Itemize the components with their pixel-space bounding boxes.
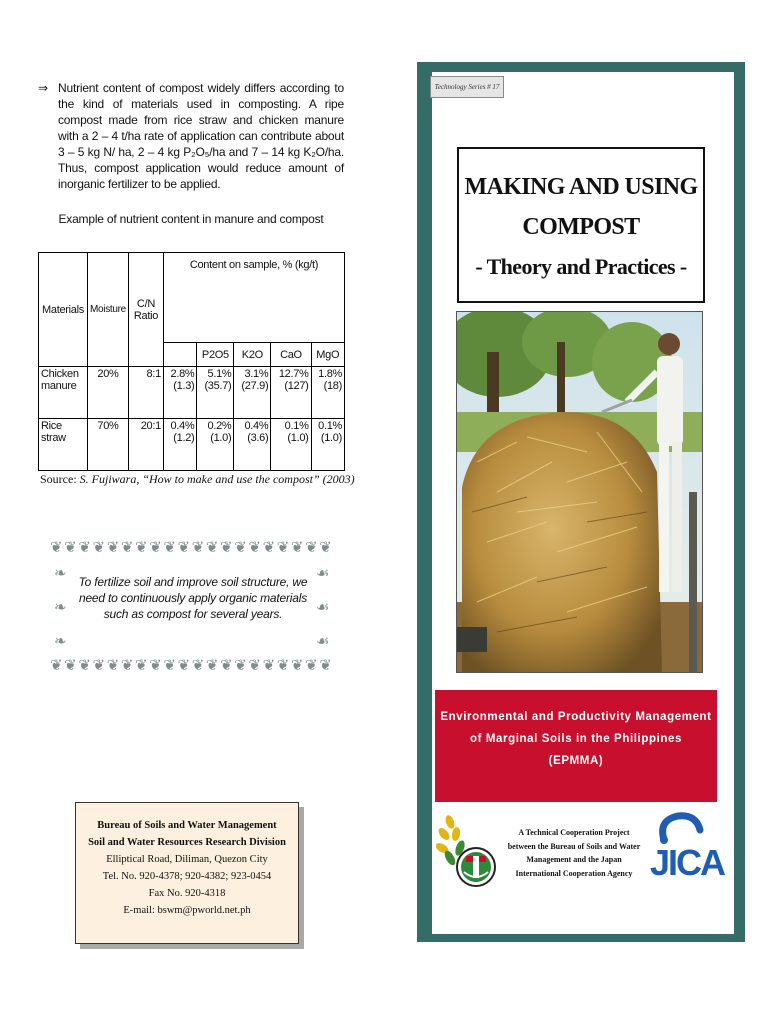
jica-logo — [650, 812, 725, 902]
row-moisture: 70% — [88, 419, 129, 471]
coop-line-3: Management and the Japan — [526, 855, 622, 864]
source-citation — [40, 472, 355, 487]
row-value-5: 0.1% (1.0) — [311, 419, 344, 471]
contact-address: Elliptical Road, Diliman, Quezon City — [106, 854, 268, 865]
row-value-1: 2.8% (1.3) — [163, 367, 196, 419]
row-cn: 8:1 — [128, 367, 163, 419]
contact-org: Bureau of Soils and Water Management — [97, 820, 277, 831]
table-row — [39, 419, 345, 471]
vine-border-left: ❧ ❧ ❧ — [54, 565, 67, 650]
header-p2o5: P2O5 — [197, 343, 234, 367]
contact-division: Soil and Water Resources Research Division — [88, 837, 286, 848]
row-value-2: 5.1% (35.7) — [197, 367, 234, 419]
table-row — [39, 367, 345, 419]
coop-line-4: International Cooperation Agency — [515, 868, 633, 878]
project-abbrev: (EPMMA) — [548, 755, 604, 767]
series-label: Technology Series # 17 — [430, 76, 504, 98]
project-line-1: Environmental and Productivity Management — [440, 711, 712, 723]
row-value-1: 0.4% (1.2) — [163, 419, 196, 471]
coop-line-2: between the Bureau of Soils and Water — [507, 841, 641, 851]
header-cao: CaO — [271, 343, 311, 367]
row-moisture: 20% — [88, 367, 129, 419]
contact-email: E-mail: bswm@pworld.net.ph — [123, 905, 251, 916]
project-banner — [435, 690, 717, 802]
row-value-3: 0.4% (3.6) — [234, 419, 271, 471]
jica-logo-text: JICA — [650, 842, 725, 883]
header-moisture: Moisture — [88, 253, 129, 367]
source-text: S. Fujiwara, “How to make and use the compost” (2003) — [79, 472, 355, 486]
nutrient-paragraph — [38, 80, 344, 192]
project-line-2: of Marginal Soils in the Philippines — [469, 733, 682, 745]
compost-pile-photo — [456, 311, 703, 673]
title-subtitle: - Theory and Practices - — [475, 254, 687, 279]
nutrient-paragraph-text: Nutrient content of compost widely differs according to the kind of materials used in composting. A ripe compost made from rice straw and chicken manure with a 2 – 4 t/ha rate of application can contribute about 3 – 5 kg N/ ha, 2 – 4 kg P₂O₅/ha and 7 – 14 kg K₂O/ha. Thus, compost application would reduce amount of inorganic fertilizer to be applied. — [58, 81, 344, 191]
row-value-4: 0.1% (1.0) — [271, 419, 311, 471]
vine-border-bottom: ❦ ❦ ❦ ❦ ❦ ❦ ❦ ❦ ❦ ❦ ❦ ❦ ❦ ❦ ❦ ❦ ❦ ❦ ❦ ❦ — [50, 657, 332, 674]
compost-tip: To fertilize soil and improve soil structure, we need to continuously apply organic materials such as compost for several years. — [78, 575, 308, 621]
coop-line-1: A Technical Cooperation Project — [518, 828, 630, 837]
header-mgo: MgO — [311, 343, 344, 367]
row-material: Rice straw — [39, 419, 88, 471]
source-label: Source: — [40, 472, 77, 486]
title-box — [457, 147, 705, 303]
cooperation-statement — [494, 826, 654, 880]
bswm-logo — [436, 812, 496, 898]
header-content-on-sample: Content on sample, % (kg/t) — [163, 253, 344, 343]
title-line-2: COMPOST — [522, 214, 640, 240]
contact-fax: Fax No. 920-4318 — [148, 888, 226, 899]
row-value-5: 1.8% (18) — [311, 367, 344, 419]
row-value-2: 0.2% (1.0) — [197, 419, 234, 471]
header-cn-ratio: C/N Ratio — [128, 253, 163, 367]
title-line-1: MAKING AND USING — [464, 174, 698, 200]
row-value-4: 12.7% (127) — [271, 367, 311, 419]
vine-border-right: ☙ ☙ ☙ — [316, 565, 330, 650]
nutrient-table — [38, 252, 345, 471]
contact-card — [75, 802, 299, 944]
header-k2o: K2O — [234, 343, 271, 367]
row-cn: 20:1 — [128, 419, 163, 471]
bullet-arrow: ⇒ — [38, 81, 48, 95]
table-caption: Example of nutrient content in manure and compost — [58, 212, 324, 226]
contact-tel: Tel. No. 920-4378; 920-4382; 923-0454 — [102, 871, 272, 882]
vine-border-top: ❦ ❦ ❦ ❦ ❦ ❦ ❦ ❦ ❦ ❦ ❦ ❦ ❦ ❦ ❦ ❦ ❦ ❦ ❦ ❦ — [50, 539, 332, 556]
header-materials: Materials — [39, 253, 88, 367]
header-blank — [163, 343, 196, 367]
row-material: Chicken manure — [39, 367, 88, 419]
compost-pile-illustration — [457, 312, 702, 672]
row-value-3: 3.1% (27.9) — [234, 367, 271, 419]
